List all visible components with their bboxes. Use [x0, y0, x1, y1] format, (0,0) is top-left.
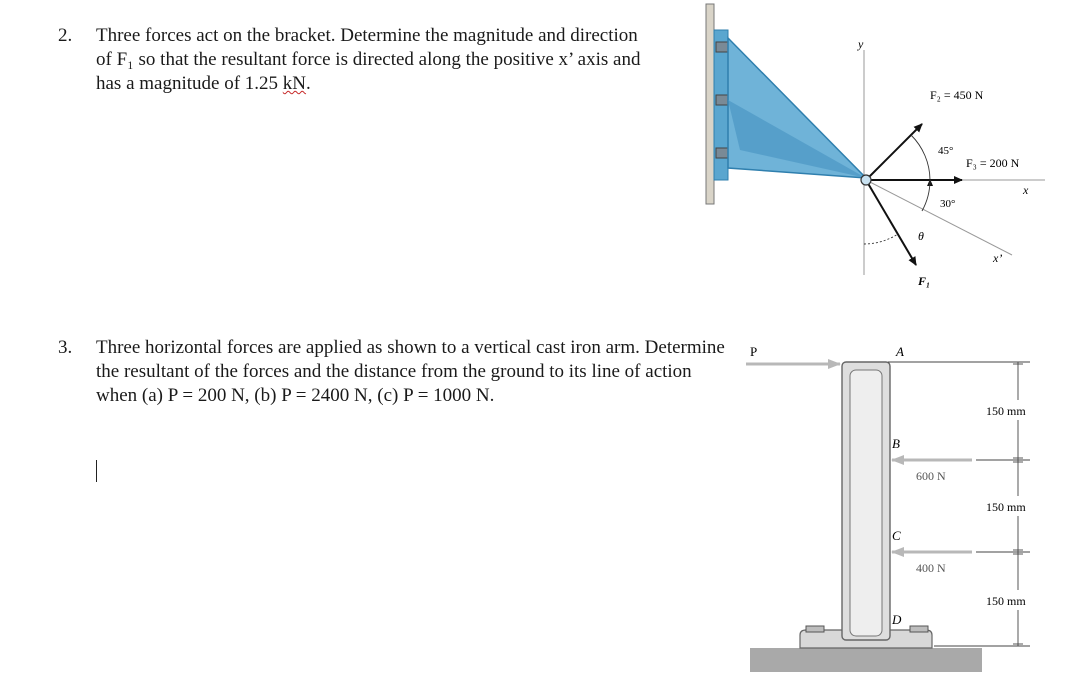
dimension-2-label: 150 mm — [986, 500, 1026, 514]
force-f3-label: F₃ = 200 N — [966, 156, 1020, 170]
point-a-label: A — [896, 344, 904, 359]
problem-2-text-main: Three forces act on the bracket. Determine the magnitude and direction of F₁ so that the resultant force is directed along the positive x’ axis and has a magnitude of 1.25 — [96, 25, 641, 94]
text-cursor[interactable] — [96, 460, 97, 482]
force-400-label: 400 N — [916, 561, 946, 575]
point-b-label: B — [892, 436, 900, 451]
force-f2-arrow — [866, 124, 922, 180]
point-c-label: C — [892, 528, 901, 543]
dimension-1-label: 150 mm — [986, 404, 1026, 418]
problem-2-text-end: . — [306, 73, 311, 94]
dimension-3-label: 150 mm — [986, 594, 1026, 608]
y-axis-label: y — [858, 37, 864, 51]
x-prime-axis-label: x’ — [993, 251, 1003, 265]
arm-web — [850, 370, 882, 636]
ground — [750, 648, 982, 672]
bracket-figure — [700, 0, 1080, 300]
x-axis-label: x — [1023, 183, 1029, 197]
problem-2 — [58, 24, 658, 96]
cast-iron-arm-figure — [740, 330, 1080, 700]
angle-arc-45 — [911, 135, 930, 180]
pin — [861, 175, 871, 185]
angle-arc-theta — [864, 234, 898, 244]
problem-2-number: 2. — [58, 25, 73, 46]
force-p-label: P — [750, 344, 758, 359]
problem-3 — [58, 336, 728, 408]
wall — [706, 4, 714, 204]
point-d-label: D — [892, 612, 902, 627]
force-f2-label: F₂ = 450 N — [930, 88, 984, 102]
spellcheck-word: kN — [282, 73, 307, 94]
problem-2-text — [96, 24, 658, 96]
force-f1-label: F₁ — [918, 274, 931, 288]
angle-arc-30 — [922, 180, 930, 211]
problem-3-number: 3. — [58, 337, 73, 358]
angle-30-label: 30° — [940, 198, 956, 210]
angle-theta-label: θ — [918, 229, 924, 243]
angle-45-label: 45° — [938, 145, 954, 157]
force-600-label: 600 N — [916, 469, 946, 483]
problem-3-text: Three horizontal forces are applied as shown to a vertical cast iron arm. Determine the resultant of the forces and the distance from the ground to its line of action when (a) P = 200 N, (b) P = 2400 N, (c) P = 1000 N. — [96, 337, 725, 406]
